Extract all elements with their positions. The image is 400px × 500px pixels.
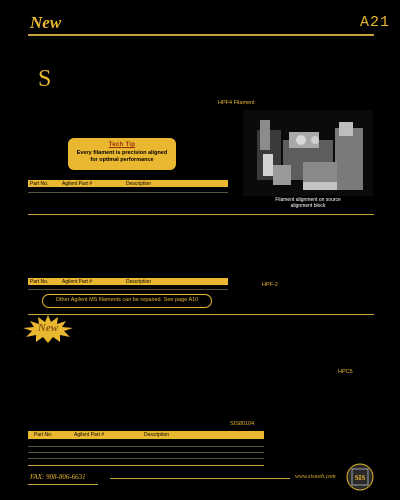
- table2-row: [28, 289, 228, 290]
- col-agilent-part: Agilent Part #: [62, 279, 93, 285]
- tech-tip-line2: for optimal performance: [90, 157, 154, 163]
- col-part-no: Part No.: [30, 181, 49, 187]
- page-number: A21: [359, 14, 390, 31]
- col-description: Description: [144, 432, 170, 438]
- photo-caption: [243, 197, 373, 209]
- table3-row: [28, 446, 264, 447]
- table1-header: [28, 180, 228, 187]
- photo-caption-line1: Filament alignment on source: [275, 197, 341, 203]
- section-divider-1: [28, 214, 374, 215]
- new-badge-text: New: [37, 322, 59, 334]
- col-description: Description: [126, 181, 152, 187]
- footer-fax: FAX: 908-806-6631: [30, 473, 86, 481]
- footer-divider: [28, 484, 98, 485]
- section-letter: S: [38, 66, 52, 92]
- tech-tip-title: Tech Tip: [108, 142, 136, 148]
- filament-alignment-photo: [243, 110, 373, 196]
- new-star-badge: [22, 315, 74, 343]
- photo-caption-line2: alignment block: [290, 203, 326, 209]
- col-agilent-part: Agilent Part #: [62, 181, 93, 187]
- footer-website: www.sisweb.com: [295, 474, 336, 480]
- col-description: Description: [126, 279, 152, 285]
- table3-header: [28, 431, 264, 439]
- section-divider-2: [28, 314, 374, 315]
- sis-logo-icon: [346, 462, 374, 492]
- repair-note: Other Agilent MS filaments can be repaired. See page A10: [42, 294, 212, 308]
- table1-row: [28, 192, 228, 193]
- footer-divider-mid: [110, 478, 290, 479]
- table3-row: [28, 452, 264, 453]
- tech-tip-box: [68, 138, 176, 170]
- header-new-title: New: [30, 13, 62, 32]
- col-agilent-part: Agilent Part #: [74, 432, 105, 438]
- sis-logo-text: SIS: [354, 474, 366, 482]
- alignment-block-image: [243, 110, 373, 196]
- col-part-no: Part No.: [34, 432, 53, 438]
- table3-row: [28, 458, 264, 459]
- part-code: SIS80104: [230, 421, 255, 427]
- tech-tip-line1: Every filament is precision aligned: [76, 150, 168, 156]
- product-label-hpf4: HPF4 Filament: [218, 100, 255, 106]
- col-part-no: Part No.: [30, 279, 49, 285]
- sis-logo: [346, 462, 374, 492]
- header-divider: [28, 34, 374, 36]
- product-label-hpc5: HPC5: [338, 369, 353, 375]
- table2-header: [28, 278, 228, 285]
- table3-bottom-line: [28, 465, 264, 466]
- product-label-hpf2: HPF-2: [262, 282, 278, 288]
